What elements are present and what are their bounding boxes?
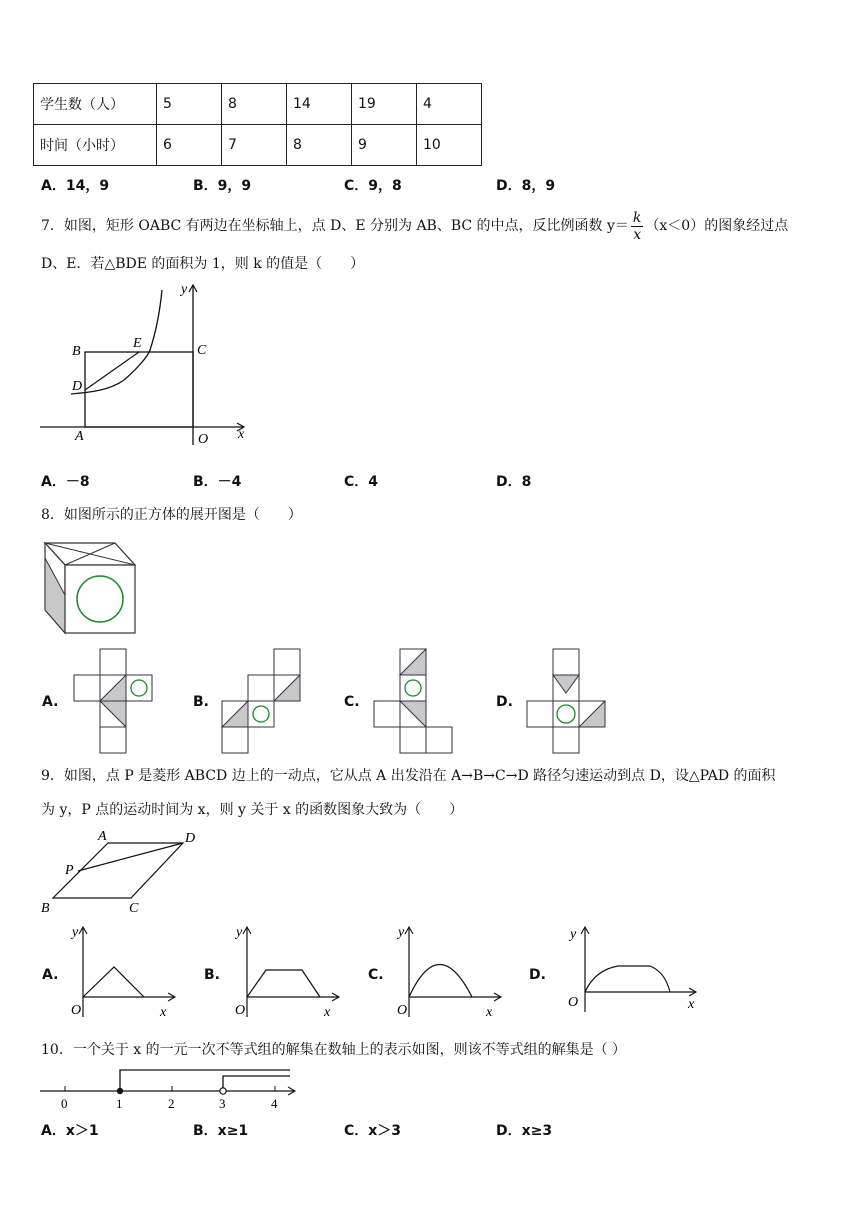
q9-graph-a[interactable] xyxy=(66,922,178,1020)
q7-text-part1: 7．如图，矩形 OABC 有两边在坐标轴上，点 D、E 分别为 AB、BC 的中点，反比例函数 y＝ xyxy=(41,218,629,234)
q8-net-b[interactable] xyxy=(220,648,306,756)
q8-option-c-label[interactable]: C. xyxy=(344,694,360,710)
q7-option-d[interactable]: D．8 xyxy=(496,474,532,490)
y-axis-label: y xyxy=(72,925,79,940)
function-curve xyxy=(83,967,144,997)
table-cell: 9 xyxy=(352,125,417,166)
q8-net-a[interactable] xyxy=(72,648,158,756)
q9-graph-d[interactable] xyxy=(560,922,705,1014)
table-cell: 14 xyxy=(287,84,352,125)
tick-label-2: 2 xyxy=(168,1096,175,1111)
q9-rhombus-figure xyxy=(38,826,213,918)
cube-front-face xyxy=(65,565,135,633)
q8-cube-figure xyxy=(40,540,140,638)
q7-question-line2: D、E．若△BDE 的面积为 1，则 k 的值是（ ） xyxy=(41,256,365,272)
table-cell: 6 xyxy=(157,125,222,166)
x-axis-label: x xyxy=(688,997,695,1012)
table-header-cell: 学生数（人） xyxy=(34,84,157,125)
q8-question: 8．如图所示的正方体的展开图是（ ） xyxy=(41,507,302,523)
q10-question: 10．一个关于 x 的一元一次不等式组的解集在数轴上的表示如图，则该不等式组的解集是（ ） xyxy=(41,1042,627,1058)
q8-option-a-label[interactable]: A. xyxy=(42,694,59,710)
table-cell: 10 xyxy=(417,125,482,166)
solution-bracket-3 xyxy=(223,1076,290,1088)
table-cell: 8 xyxy=(287,125,352,166)
label-b: B xyxy=(41,901,50,916)
q9-option-c-label[interactable]: C. xyxy=(368,967,384,983)
label-c: C xyxy=(197,343,207,358)
q9-option-a-label[interactable]: A. xyxy=(42,967,59,983)
tick-label-3: 3 xyxy=(219,1096,226,1111)
table-row xyxy=(34,84,482,125)
label-e: E xyxy=(133,336,142,351)
y-axis-label: y xyxy=(570,927,577,942)
q9-graph-b[interactable] xyxy=(230,922,342,1020)
label-x: x xyxy=(238,427,245,442)
tick-label-1: 1 xyxy=(116,1096,123,1111)
label-c: C xyxy=(129,901,139,916)
x-axis-label: x xyxy=(160,1005,167,1020)
q8-net-c[interactable] xyxy=(372,648,458,756)
q7-text-part2: （x＜0）的图象经过点 xyxy=(645,218,789,234)
label-o: O xyxy=(198,432,209,447)
function-curve xyxy=(247,970,320,997)
origin-label: O xyxy=(568,995,579,1010)
q9-option-d-label[interactable]: D. xyxy=(529,967,546,983)
q7-option-c[interactable]: C．4 xyxy=(344,474,379,490)
label-a: A xyxy=(75,429,84,444)
frequency-table xyxy=(33,83,482,166)
q8-net-d[interactable] xyxy=(525,648,611,756)
table-cell: 5 xyxy=(157,84,222,125)
table-cell: 7 xyxy=(222,125,287,166)
label-a: A xyxy=(98,829,107,844)
q6-option-c[interactable]: C．9，8 xyxy=(344,178,402,194)
q10-number-line xyxy=(38,1064,300,1112)
q9-option-b-label[interactable]: B. xyxy=(204,967,220,983)
label-p: P xyxy=(65,863,74,878)
q7-option-b[interactable]: B．－4 xyxy=(193,474,242,490)
q8-option-d-label[interactable]: D. xyxy=(496,694,513,710)
open-point xyxy=(220,1088,226,1094)
tick-label-4: 4 xyxy=(271,1096,278,1111)
table-header-cell: 时间（小时） xyxy=(34,125,157,166)
segment-de xyxy=(85,352,139,390)
function-curve xyxy=(409,965,472,998)
label-y: y xyxy=(181,282,188,297)
y-axis-label: y xyxy=(236,925,243,940)
q7-fraction-denominator: x xyxy=(633,226,642,243)
table-cell: 8 xyxy=(222,84,287,125)
q10-option-d[interactable]: D．x≥3 xyxy=(496,1123,553,1139)
label-d: D xyxy=(185,831,196,846)
function-curve xyxy=(585,966,670,992)
q7-option-a[interactable]: A．－8 xyxy=(41,474,90,490)
y-axis-label: y xyxy=(398,925,405,940)
q7-question-line1 xyxy=(41,208,788,244)
q9-question-line2: 为 y，P 点的运动时间为 x，则 y 关于 x 的函数图象大致为（ ） xyxy=(41,802,464,818)
origin-label: O xyxy=(71,1003,82,1018)
q7-fraction xyxy=(631,210,643,243)
q10-option-a[interactable]: A．x＞1 xyxy=(41,1123,99,1139)
q9-graph-c[interactable] xyxy=(392,922,504,1020)
q10-option-c[interactable]: C．x＞3 xyxy=(344,1123,402,1139)
q9-question-line1: 9．如图，点 P 是菱形 ABCD 边上的一动点，它从点 A 出发沿在 A→B→C→D 路径匀速运动到点 D，设△PAD 的面积 xyxy=(41,768,776,784)
q8-option-b-label[interactable]: B. xyxy=(193,694,209,710)
x-axis-label: x xyxy=(486,1005,493,1020)
solution-bracket-1 xyxy=(120,1070,290,1091)
origin-label: O xyxy=(235,1003,246,1018)
origin-label: O xyxy=(397,1003,408,1018)
q6-option-b[interactable]: B．9，9 xyxy=(193,178,252,194)
q6-option-d[interactable]: D．8，9 xyxy=(496,178,556,194)
q7-fraction-numerator: k xyxy=(632,209,642,226)
q7-figure xyxy=(38,280,253,450)
label-b: B xyxy=(72,344,81,359)
q6-option-a[interactable]: A．14，9 xyxy=(41,178,110,194)
q10-option-b[interactable]: B．x≥1 xyxy=(193,1123,249,1139)
table-cell: 4 xyxy=(417,84,482,125)
closed-point xyxy=(117,1088,123,1094)
tick-label-0: 0 xyxy=(61,1096,68,1111)
label-d: D xyxy=(72,379,83,394)
table-row xyxy=(34,125,482,166)
x-axis-label: x xyxy=(324,1005,331,1020)
table-cell: 19 xyxy=(352,84,417,125)
